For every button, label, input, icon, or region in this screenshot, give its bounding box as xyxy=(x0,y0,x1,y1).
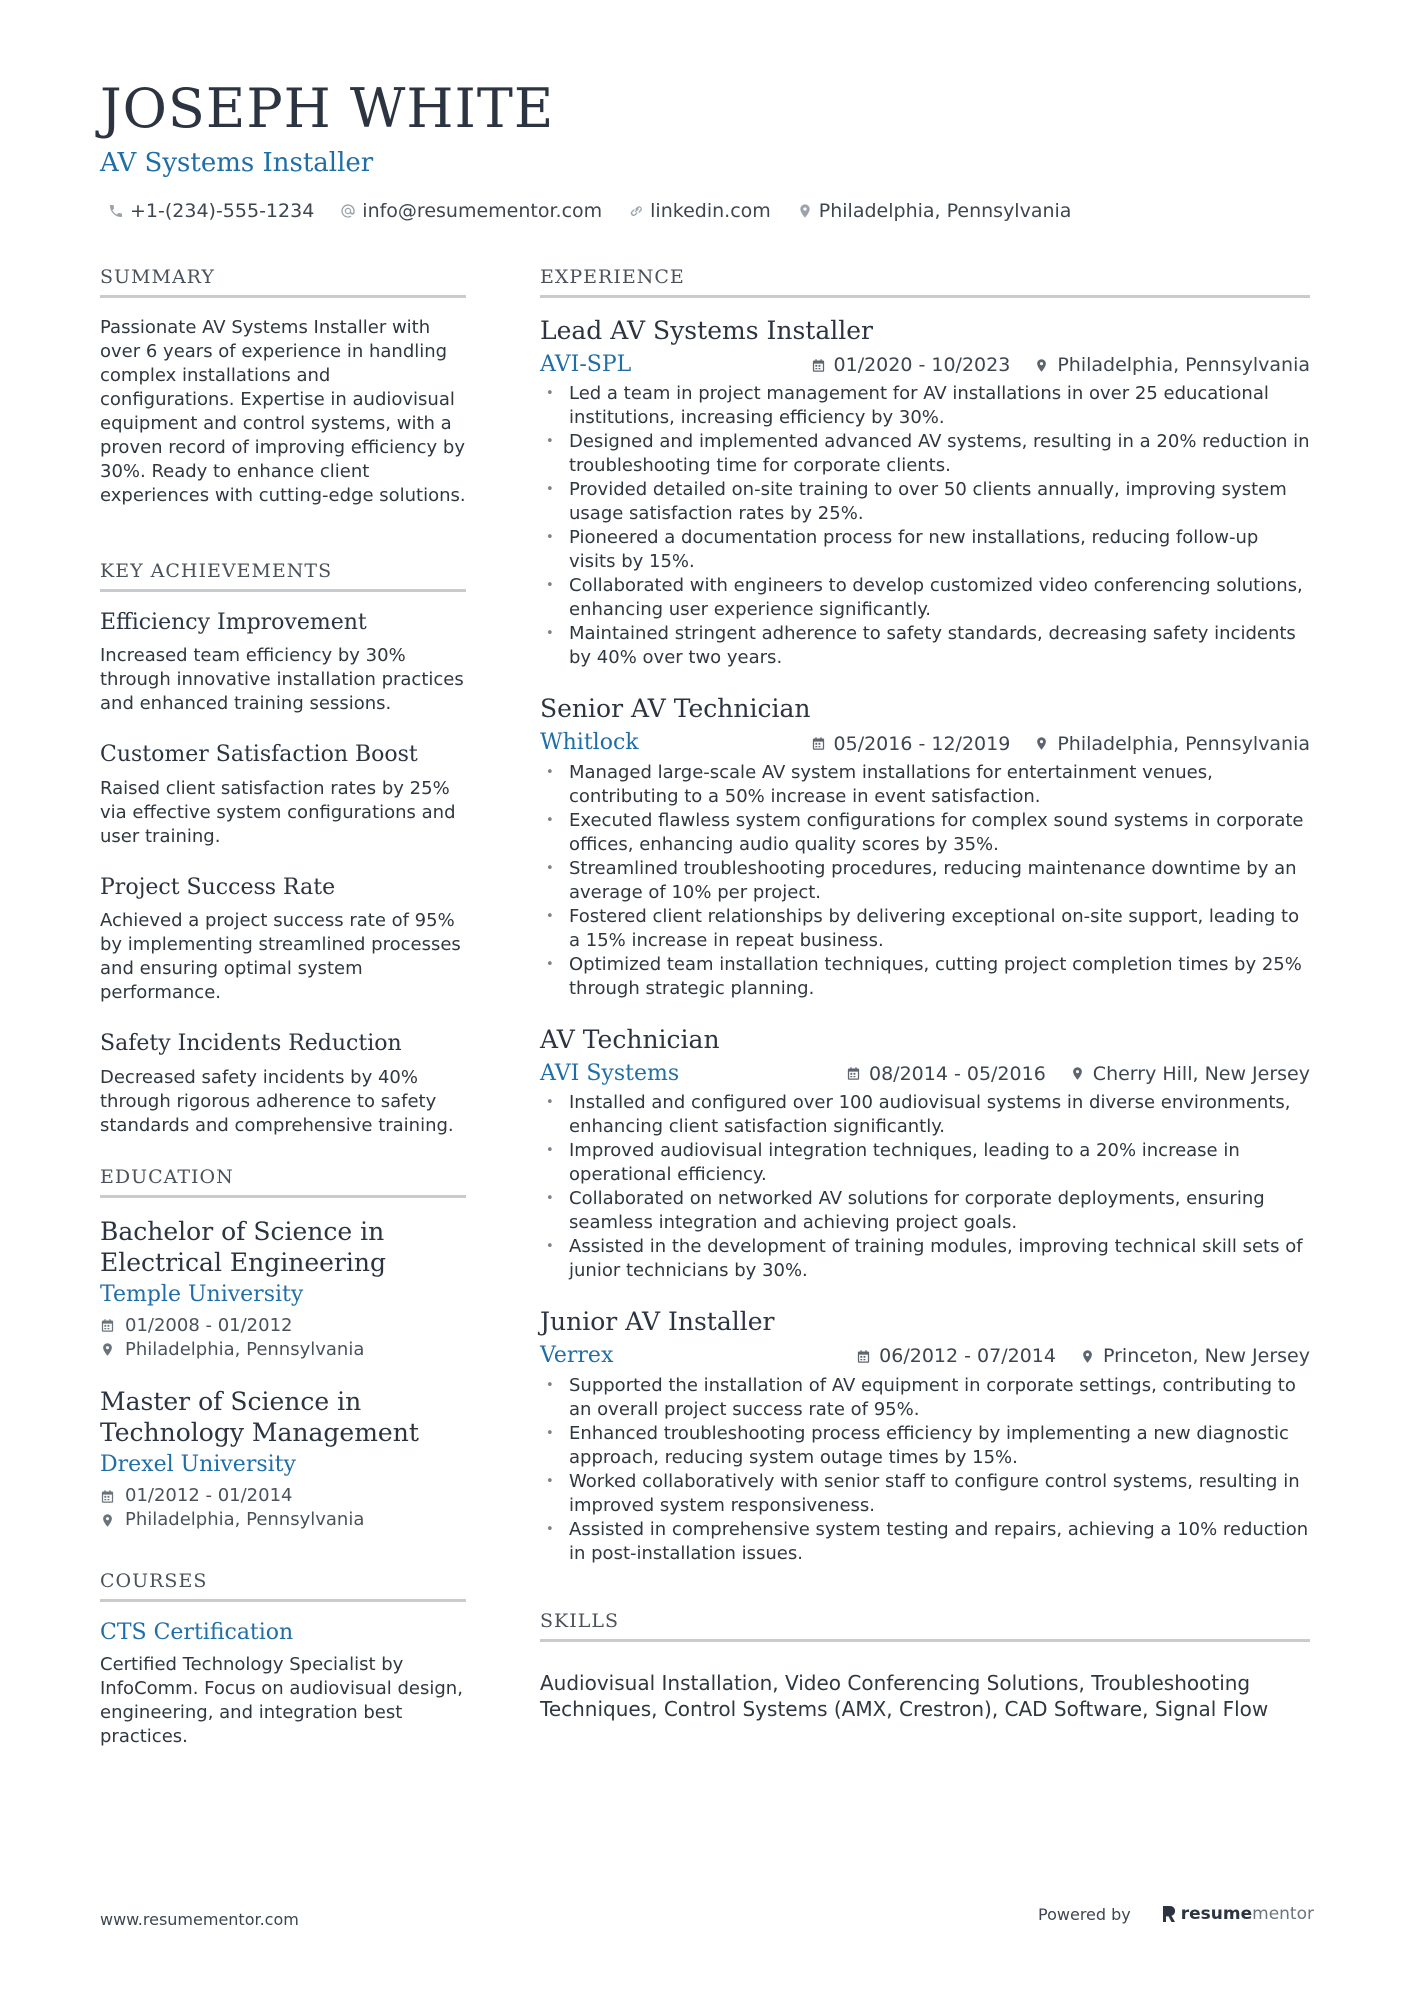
education-dates xyxy=(100,1314,466,1338)
job-dates-text: 08/2014 - 05/2016 xyxy=(868,1062,1046,1085)
company-name: Verrex xyxy=(540,1343,614,1369)
job-meta-row xyxy=(540,1343,1310,1369)
skills-heading: SKILLS xyxy=(540,1612,1310,1642)
school-name: Temple University xyxy=(100,1281,304,1307)
calendar-icon xyxy=(100,1318,115,1333)
at-icon xyxy=(340,203,356,219)
education-location-text: Philadelphia, Pennsylvania xyxy=(125,1509,365,1531)
job-bullets xyxy=(540,1374,1310,1566)
location-icon xyxy=(100,1513,115,1528)
company-name: AVI-SPL xyxy=(540,352,632,377)
education-dates-text: 01/2008 - 01/2012 xyxy=(125,1314,293,1336)
education-dates xyxy=(100,1484,466,1508)
job-title: Lead AV Systems Installer xyxy=(540,316,873,345)
brand-light: mentor xyxy=(1252,1904,1314,1924)
education-section xyxy=(100,1165,466,1533)
degree-title: Master of Science in Technology Management xyxy=(100,1386,419,1447)
phone-icon xyxy=(108,203,124,219)
job-bullets xyxy=(540,761,1310,1001)
job-meta xyxy=(822,1063,1310,1085)
job-location-text: Philadelphia, Pennsylvania xyxy=(1057,732,1310,755)
contact-location-text: Philadelphia, Pennsylvania xyxy=(818,200,1072,222)
experience-heading: EXPERIENCE xyxy=(540,268,1310,298)
bullet-item: • Designed and implemented advanced AV systems, resulting in a 20% reduction in troubleshooting time for corporate clients. xyxy=(540,430,1310,478)
course-text: Certified Technology Specialist by InfoComm. Focus on audiovisual design, engineering, and integration best practices. xyxy=(100,1653,463,1747)
right-column xyxy=(540,268,1310,1722)
link-icon xyxy=(628,203,644,219)
achievement-item xyxy=(100,1031,466,1137)
achievement-title: Safety Incidents Reduction xyxy=(100,1031,402,1057)
powered-by-label: Powered by xyxy=(1038,1904,1131,1924)
education-item xyxy=(100,1386,466,1532)
job-dates-text: 01/2020 - 10/2023 xyxy=(833,354,1011,377)
bullet-item: • Collaborated on networked AV solutions for corporate deployments, ensuring seamless integration and achieving project goals. xyxy=(540,1187,1310,1235)
skills-section xyxy=(540,1609,1310,1722)
bullet-item: • Managed large-scale AV system installations for entertainment venues, contributing to a 50% increase in event satisfaction. xyxy=(540,761,1310,809)
bullet-item: • Streamlined troubleshooting procedures, reducing maintenance downtime by an average of 10% per project. xyxy=(540,857,1310,905)
education-dates-text: 01/2012 - 01/2014 xyxy=(125,1485,293,1507)
courses-section xyxy=(100,1572,466,1748)
candidate-name: JOSEPH WHITE xyxy=(100,77,555,140)
resumementor-logo-icon xyxy=(1161,1904,1177,1924)
education-location xyxy=(100,1508,466,1532)
bullet-item: • Collaborated with engineers to develop customized video conferencing solutions, enhancing user experience significantly. xyxy=(540,574,1310,622)
job-dates xyxy=(856,1345,1056,1367)
achievement-text: Achieved a project success rate of 95% by implementing streamlined processes and ensuring optimal system performance. xyxy=(100,910,461,1004)
job-dates xyxy=(811,354,1011,376)
brand-bold: resume xyxy=(1180,1904,1253,1924)
company-name: Whitlock xyxy=(540,730,639,756)
summary-heading: SUMMARY xyxy=(100,268,466,298)
location-icon xyxy=(1034,358,1049,373)
school-name: Drexel University xyxy=(100,1451,296,1477)
brand-logo[interactable] xyxy=(1161,1904,1314,1924)
education-location-text: Philadelphia, Pennsylvania xyxy=(125,1338,365,1360)
achievement-item xyxy=(100,610,466,716)
achievement-title: Project Success Rate xyxy=(100,874,336,900)
summary-text: Passionate AV Systems Installer with over 6 years of experience in handling complex installations and configurations. Expertise in audiovisual equipment and control systems, with a proven record of improving efficiency by 30%. Ready to enhance client experiences with cutting-edge solutions. xyxy=(100,317,466,506)
achievement-text: Decreased safety incidents by 40% through rigorous adherence to safety standards and comprehensive training. xyxy=(100,1066,454,1136)
job-location xyxy=(1034,733,1310,755)
job-entry xyxy=(540,694,1310,1000)
bullet-item: • Pioneered a documentation process for new installations, reducing follow-up visits by 15%. xyxy=(540,526,1310,574)
contact-bar xyxy=(108,200,1097,222)
candidate-role: AV Systems Installer xyxy=(100,148,374,178)
footer-website[interactable]: www.resumementor.com xyxy=(100,1910,299,1929)
contact-email[interactable] xyxy=(340,200,602,222)
job-dates xyxy=(846,1063,1046,1085)
achievement-item xyxy=(100,742,466,848)
job-location xyxy=(1034,354,1310,376)
calendar-icon xyxy=(811,358,826,373)
location-icon xyxy=(1070,1066,1085,1081)
left-column xyxy=(100,268,466,1749)
bullet-item: • Improved audiovisual integration techniques, leading to a 20% increase in operational efficiency. xyxy=(540,1139,1310,1187)
bullet-item: • Worked collaboratively with senior staff to configure control systems, resulting in improved system responsiveness. xyxy=(540,1470,1310,1518)
bullet-item: • Supported the installation of AV equipment in corporate settings, contributing to an overall project success rate of 95%. xyxy=(540,1374,1310,1422)
job-meta-row xyxy=(540,730,1310,756)
calendar-icon xyxy=(811,736,826,751)
contact-phone-text: +1-(234)-555-1234 xyxy=(130,200,315,222)
job-meta-row xyxy=(540,1061,1310,1087)
location-icon xyxy=(100,1342,115,1357)
job-bullets xyxy=(540,1091,1310,1283)
location-icon xyxy=(797,203,813,219)
bullet-item: • Maintained stringent adherence to safety standards, decreasing safety incidents by 40% over two years. xyxy=(540,622,1310,670)
job-title: Junior AV Installer xyxy=(540,1307,775,1337)
location-icon xyxy=(1034,736,1049,751)
job-entry xyxy=(540,1307,1310,1565)
achievements-heading: KEY ACHIEVEMENTS xyxy=(100,562,466,592)
job-title: AV Technician xyxy=(540,1024,720,1054)
summary-section xyxy=(100,268,466,508)
skills-text: Audiovisual Installation, Video Conferencing Solutions, Troubleshooting Techniques, Control Systems (AMX, Crestron), CAD Software, Signal Flow xyxy=(540,1670,1269,1721)
contact-location xyxy=(797,200,1072,222)
job-entry xyxy=(540,316,1310,670)
courses-heading: COURSES xyxy=(100,1572,466,1602)
job-meta xyxy=(787,354,1310,376)
job-location xyxy=(1070,1063,1310,1085)
job-meta-row xyxy=(540,352,1310,378)
job-entry xyxy=(540,1025,1310,1283)
calendar-icon xyxy=(846,1066,861,1081)
achievement-text: Raised client satisfaction rates by 25% via effective system configurations and user training. xyxy=(100,777,456,847)
company-name: AVI Systems xyxy=(540,1060,680,1086)
bullet-item: • Assisted in comprehensive system testing and repairs, achieving a 10% reduction in post-installation issues. xyxy=(540,1518,1310,1566)
bullet-item: • Enhanced troubleshooting process efficiency by implementing a new diagnostic approach, reducing system outage times by 15%. xyxy=(540,1422,1310,1470)
bullet-item: • Fostered client relationships by delivering exceptional on-site support, leading to a 15% increase in repeat business. xyxy=(540,905,1310,953)
job-meta xyxy=(787,733,1310,755)
contact-linkedin[interactable] xyxy=(628,200,771,222)
education-item xyxy=(100,1216,466,1362)
bullet-item: • Provided detailed on-site training to over 50 clients annually, improving system usage satisfaction rates by 25%. xyxy=(540,478,1310,526)
achievement-title: Customer Satisfaction Boost xyxy=(100,742,418,768)
contact-phone[interactable] xyxy=(108,200,314,222)
job-location xyxy=(1080,1345,1310,1367)
achievement-text: Increased team efficiency by 30% through innovative installation practices and enhanced training sessions. xyxy=(100,645,464,715)
job-title: Senior AV Technician xyxy=(540,694,811,724)
achievement-item xyxy=(100,875,466,1005)
job-location-text: Cherry Hill, New Jersey xyxy=(1092,1062,1310,1085)
job-dates-text: 05/2016 - 12/2019 xyxy=(833,732,1011,755)
bullet-item: • Installed and configured over 100 audiovisual systems in diverse environments, enhancing client satisfaction significantly. xyxy=(540,1091,1310,1139)
job-location-text: Philadelphia, Pennsylvania xyxy=(1057,354,1310,377)
job-location-text: Princeton, New Jersey xyxy=(1102,1345,1310,1368)
bullet-item: • Optimized team installation techniques, cutting project completion times by 25% through strategic planning. xyxy=(540,953,1310,1001)
education-heading: EDUCATION xyxy=(100,1168,466,1198)
calendar-icon xyxy=(100,1489,115,1504)
job-meta xyxy=(832,1345,1310,1367)
location-icon xyxy=(1080,1349,1095,1364)
course-title: CTS Certification xyxy=(100,1620,294,1646)
bullet-item: • Led a team in project management for AV installations in over 25 educational institutions, increasing efficiency by 30%. xyxy=(540,382,1310,430)
contact-email-text: info@resumementor.com xyxy=(362,200,603,222)
education-location xyxy=(100,1338,466,1362)
achievement-title: Efficiency Improvement xyxy=(100,610,367,635)
footer-powered xyxy=(1038,1904,1314,1924)
contact-linkedin-text: linkedin.com xyxy=(650,200,771,222)
job-dates xyxy=(811,733,1011,755)
job-dates-text: 06/2012 - 07/2014 xyxy=(879,1345,1056,1368)
calendar-icon xyxy=(856,1349,871,1364)
degree-title: Bachelor of Science in Electrical Engineering xyxy=(100,1216,386,1277)
bullet-item: • Executed flawless system configurations for complex sound systems in corporate offices, enhancing audio quality scores by 35%. xyxy=(540,809,1310,857)
achievements-section xyxy=(100,562,466,1138)
bullet-item: • Assisted in the development of training modules, improving technical skill sets of junior technicians by 30%. xyxy=(540,1235,1310,1283)
job-bullets xyxy=(540,382,1310,670)
